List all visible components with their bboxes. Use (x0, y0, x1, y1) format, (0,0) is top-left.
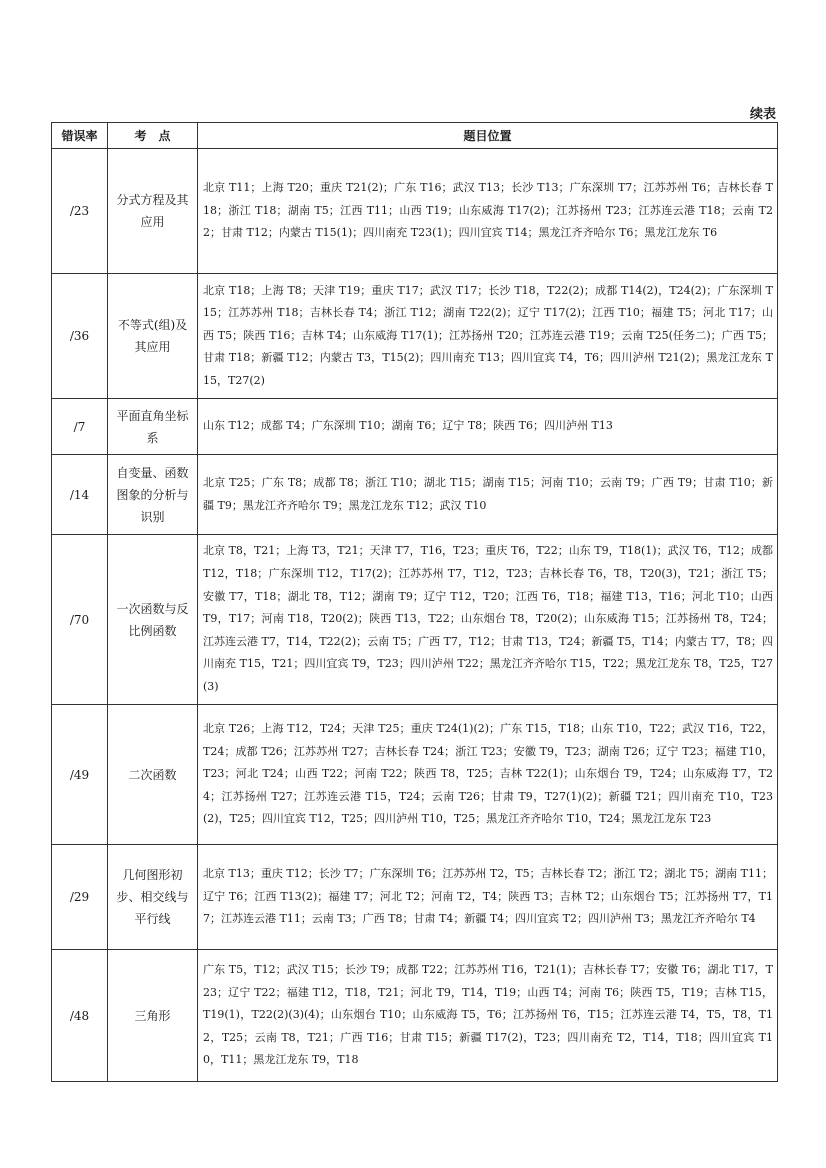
positions-cell: 北京 T26；上海 T12，T24；天津 T25；重庆 T24(1)(2)；广东 T15，T18；山东 T10，T22；武汉 T16，T22，T24；成都 T26；江苏苏州 T27；吉林长春 T24；浙江 T23；安徽 T9，T23；湖南 T26；辽宁 T23；福建 T10，T23；河北 T24；山西 T22；河南 T22；陕西 T8，T25；吉林 T22(1)；山东烟台 T9，T24；山东威海 T7，T24；江苏扬州 T27；江苏连云港 T15，T24；云南 T26；甘肃 T9，T27(1)(2)；新疆 T21；四川南充 T10，T23(2)，T25；四川宜宾 T12，T25；四川泸州 T10，T25；黑龙江齐齐哈尔 T10，T24；黑龙江龙东 T23 (198, 705, 778, 845)
positions-cell: 北京 T11；上海 T20；重庆 T21(2)；广东 T16；武汉 T13；长沙 T13；广东深圳 T7；江苏苏州 T6；吉林长春 T18；浙江 T18；湖南 T5；江西 T11；山西 T19；山东威海 T17(2)；江苏扬州 T23；江苏连云港 T18；云南 T22；甘肃 T12；内蒙古 T15(1)；四川南充 T23(1)；四川宜宾 T14；黑龙江齐齐哈尔 T6；黑龙江龙东 T6 (198, 149, 778, 274)
continued-label: 续表 (749, 107, 776, 122)
rate-cell: /49 (52, 705, 108, 845)
rate-cell: /7 (52, 399, 108, 455)
topic-cell: 一次函数与反比例函数 (108, 535, 198, 705)
topic-cell: 几何图形初步、相交线与平行线 (108, 845, 198, 950)
positions-cell: 山东 T12；成都 T4；广东深圳 T10；湖南 T6；辽宁 T8；陕西 T6；四川泸州 T13 (198, 399, 778, 455)
table-row (52, 535, 778, 705)
positions-cell: 北京 T13；重庆 T12；长沙 T7；广东深圳 T6；江苏苏州 T2，T5；吉林长春 T2；浙江 T2；湖北 T5；湖南 T11；辽宁 T6；江西 T13(2)；福建 T7；河北 T2；河南 T2，T4；陕西 T3；吉林 T2；山东烟台 T5；江苏扬州 T7，T17；江苏连云港 T11；云南 T3；广西 T8；甘肃 T4；新疆 T4；四川宜宾 T2；四川泸州 T3；黑龙江齐齐哈尔 T4 (198, 845, 778, 950)
header-topic: 考 点 (108, 123, 198, 149)
topic-cell: 不等式(组)及其应用 (108, 274, 198, 399)
positions-cell: 北京 T25；广东 T8；成都 T8；浙江 T10；湖北 T15；湖南 T15；河南 T10；云南 T9；广西 T9；甘肃 T10；新疆 T9；黑龙江齐齐哈尔 T9；黑龙江龙东 T12；武汉 T10 (198, 455, 778, 535)
table-header-row (52, 123, 778, 149)
rate-cell: /70 (52, 535, 108, 705)
positions-cell: 北京 T8，T21；上海 T3，T21；天津 T7，T16，T23；重庆 T6，T22；山东 T9，T18(1)；武汉 T6，T12；成都 T12，T18；广东深圳 T12，T17(2)；江苏苏州 T7，T12，T23；吉林长春 T6，T8，T20(3)，T21；浙江 T5；安徽 T7，T18；湖北 T8，T12；湖南 T9；辽宁 T12，T20；江西 T6，T18；福建 T13，T16；河北 T10；山西 T9，T17；河南 T18，T20(2)；陕西 T13，T22；山东烟台 T8，T20(2)；山东威海 T15；江苏扬州 T8，T24；江苏连云港 T7，T14，T22(2)；云南 T5；广西 T7，T12；甘肃 T13，T24；新疆 T5，T14；内蒙古 T7，T8；四川南充 T15，T21；四川宜宾 T9，T23；四川泸州 T22；黑龙江齐齐哈尔 T15，T22；黑龙江龙东 T8，T25，T27(3) (198, 535, 778, 705)
topic-cell: 平面直角坐标系 (108, 399, 198, 455)
table-row (52, 845, 778, 950)
table-row (52, 455, 778, 535)
table-row (52, 950, 778, 1082)
topic-cell: 自变量、函数图象的分析与识别 (108, 455, 198, 535)
table-row (52, 149, 778, 274)
rate-cell: /48 (52, 950, 108, 1082)
rate-cell: /29 (52, 845, 108, 950)
header-rate: 错误率 (52, 123, 108, 149)
topic-cell: 三角形 (108, 950, 198, 1082)
topic-cell: 二次函数 (108, 705, 198, 845)
table-row (52, 274, 778, 399)
positions-cell: 广东 T5，T12；武汉 T15；长沙 T9；成都 T22；江苏苏州 T16，T21(1)；吉林长春 T7；安徽 T6；湖北 T17，T23；辽宁 T22；福建 T12，T18，T21；河北 T9，T14，T19；山西 T4；河南 T6；陕西 T5，T19；吉林 T15，T19(1)，T22(2)(3)(4)；山东烟台 T10；山东威海 T5，T6；江苏扬州 T6，T15；江苏连云港 T4，T5，T8，T12，T25；云南 T8，T21；广西 T16；甘肃 T15；新疆 T17(2)，T23；四川南充 T2，T14，T18；四川宜宾 T10，T11；黑龙江龙东 T9，T18 (198, 950, 778, 1082)
rate-cell: /14 (52, 455, 108, 535)
positions-cell: 北京 T18；上海 T8；天津 T19；重庆 T17；武汉 T17；长沙 T18，T22(2)；成都 T14(2)，T24(2)；广东深圳 T15；江苏苏州 T18；吉林长春 T4；浙江 T12；湖南 T22(2)；辽宁 T17(2)；江西 T10；福建 T5；河北 T17；山西 T5；陕西 T16；吉林 T4；山东威海 T17(1)；江苏扬州 T20；江苏连云港 T19；云南 T25(任务二)；广西 T5；甘肃 T18；新疆 T12；内蒙古 T3，T15(2)；四川南充 T13；四川宜宾 T4，T6；四川泸州 T21(2)；黑龙江龙东 T15，T27(2) (198, 274, 778, 399)
table-row (52, 705, 778, 845)
table-row (52, 399, 778, 455)
rate-cell: /23 (52, 149, 108, 274)
header-position: 题目位置 (198, 123, 778, 149)
topic-cell: 分式方程及其应用 (108, 149, 198, 274)
rate-cell: /36 (52, 274, 108, 399)
error-rate-table (51, 122, 778, 1082)
